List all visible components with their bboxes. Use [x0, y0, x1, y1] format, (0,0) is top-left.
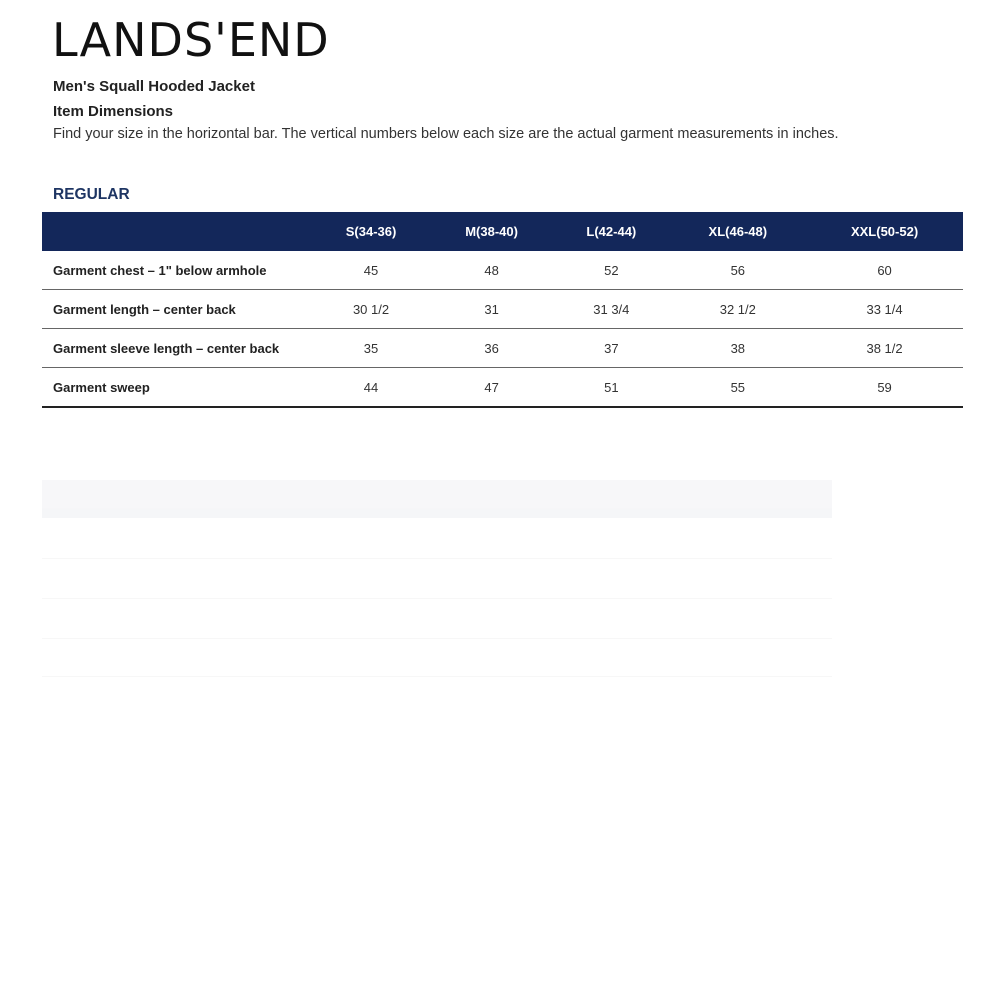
size-header: M(38-40)	[430, 212, 553, 251]
measurement-value: 45	[312, 251, 430, 290]
size-chart-table	[42, 212, 963, 408]
measurement-value: 31	[430, 290, 553, 329]
table-row	[42, 329, 963, 368]
measurement-value: 55	[670, 368, 807, 408]
measurement-value: 59	[806, 368, 963, 408]
measurement-value: 56	[670, 251, 807, 290]
faded-header-bar	[42, 480, 832, 518]
size-header: S(34-36)	[312, 212, 430, 251]
size-header: L(42-44)	[553, 212, 669, 251]
faded-row-divider	[42, 598, 832, 599]
table-row	[42, 251, 963, 290]
faded-row-divider	[42, 676, 832, 677]
header-corner	[42, 212, 312, 251]
size-header-row	[42, 212, 963, 251]
faded-row-divider	[42, 558, 832, 559]
table-row	[42, 368, 963, 408]
faded-row-divider	[42, 638, 832, 639]
size-instructions: Find your size in the horizontal bar. The vertical numbers below each size are the actual garment measurements in inches.	[53, 126, 839, 142]
table-row	[42, 290, 963, 329]
measurement-label: Garment length – center back	[42, 290, 312, 329]
brand-logo: LANDS'END	[52, 13, 330, 67]
measurement-value: 52	[553, 251, 669, 290]
measurement-label: Garment chest – 1" below armhole	[42, 251, 312, 290]
product-title: Men's Squall Hooded Jacket	[53, 78, 255, 95]
size-header: XXL(50-52)	[806, 212, 963, 251]
measurement-value: 51	[553, 368, 669, 408]
faded-table-ghost	[42, 480, 832, 680]
measurement-value: 32 1/2	[670, 290, 807, 329]
measurement-value: 60	[806, 251, 963, 290]
measurement-value: 47	[430, 368, 553, 408]
item-dimensions-heading: Item Dimensions	[53, 103, 174, 120]
measurement-value: 35	[312, 329, 430, 368]
measurement-value: 38	[670, 329, 807, 368]
measurement-value: 38 1/2	[806, 329, 963, 368]
measurement-value: 48	[430, 251, 553, 290]
measurement-value: 36	[430, 329, 553, 368]
measurement-value: 37	[553, 329, 669, 368]
section-label-regular: REGULAR	[53, 186, 130, 203]
measurement-value: 30 1/2	[312, 290, 430, 329]
size-header: XL(46-48)	[670, 212, 807, 251]
measurement-label: Garment sweep	[42, 368, 312, 408]
measurement-value: 44	[312, 368, 430, 408]
measurement-value: 33 1/4	[806, 290, 963, 329]
measurement-label: Garment sleeve length – center back	[42, 329, 312, 368]
measurement-value: 31 3/4	[553, 290, 669, 329]
